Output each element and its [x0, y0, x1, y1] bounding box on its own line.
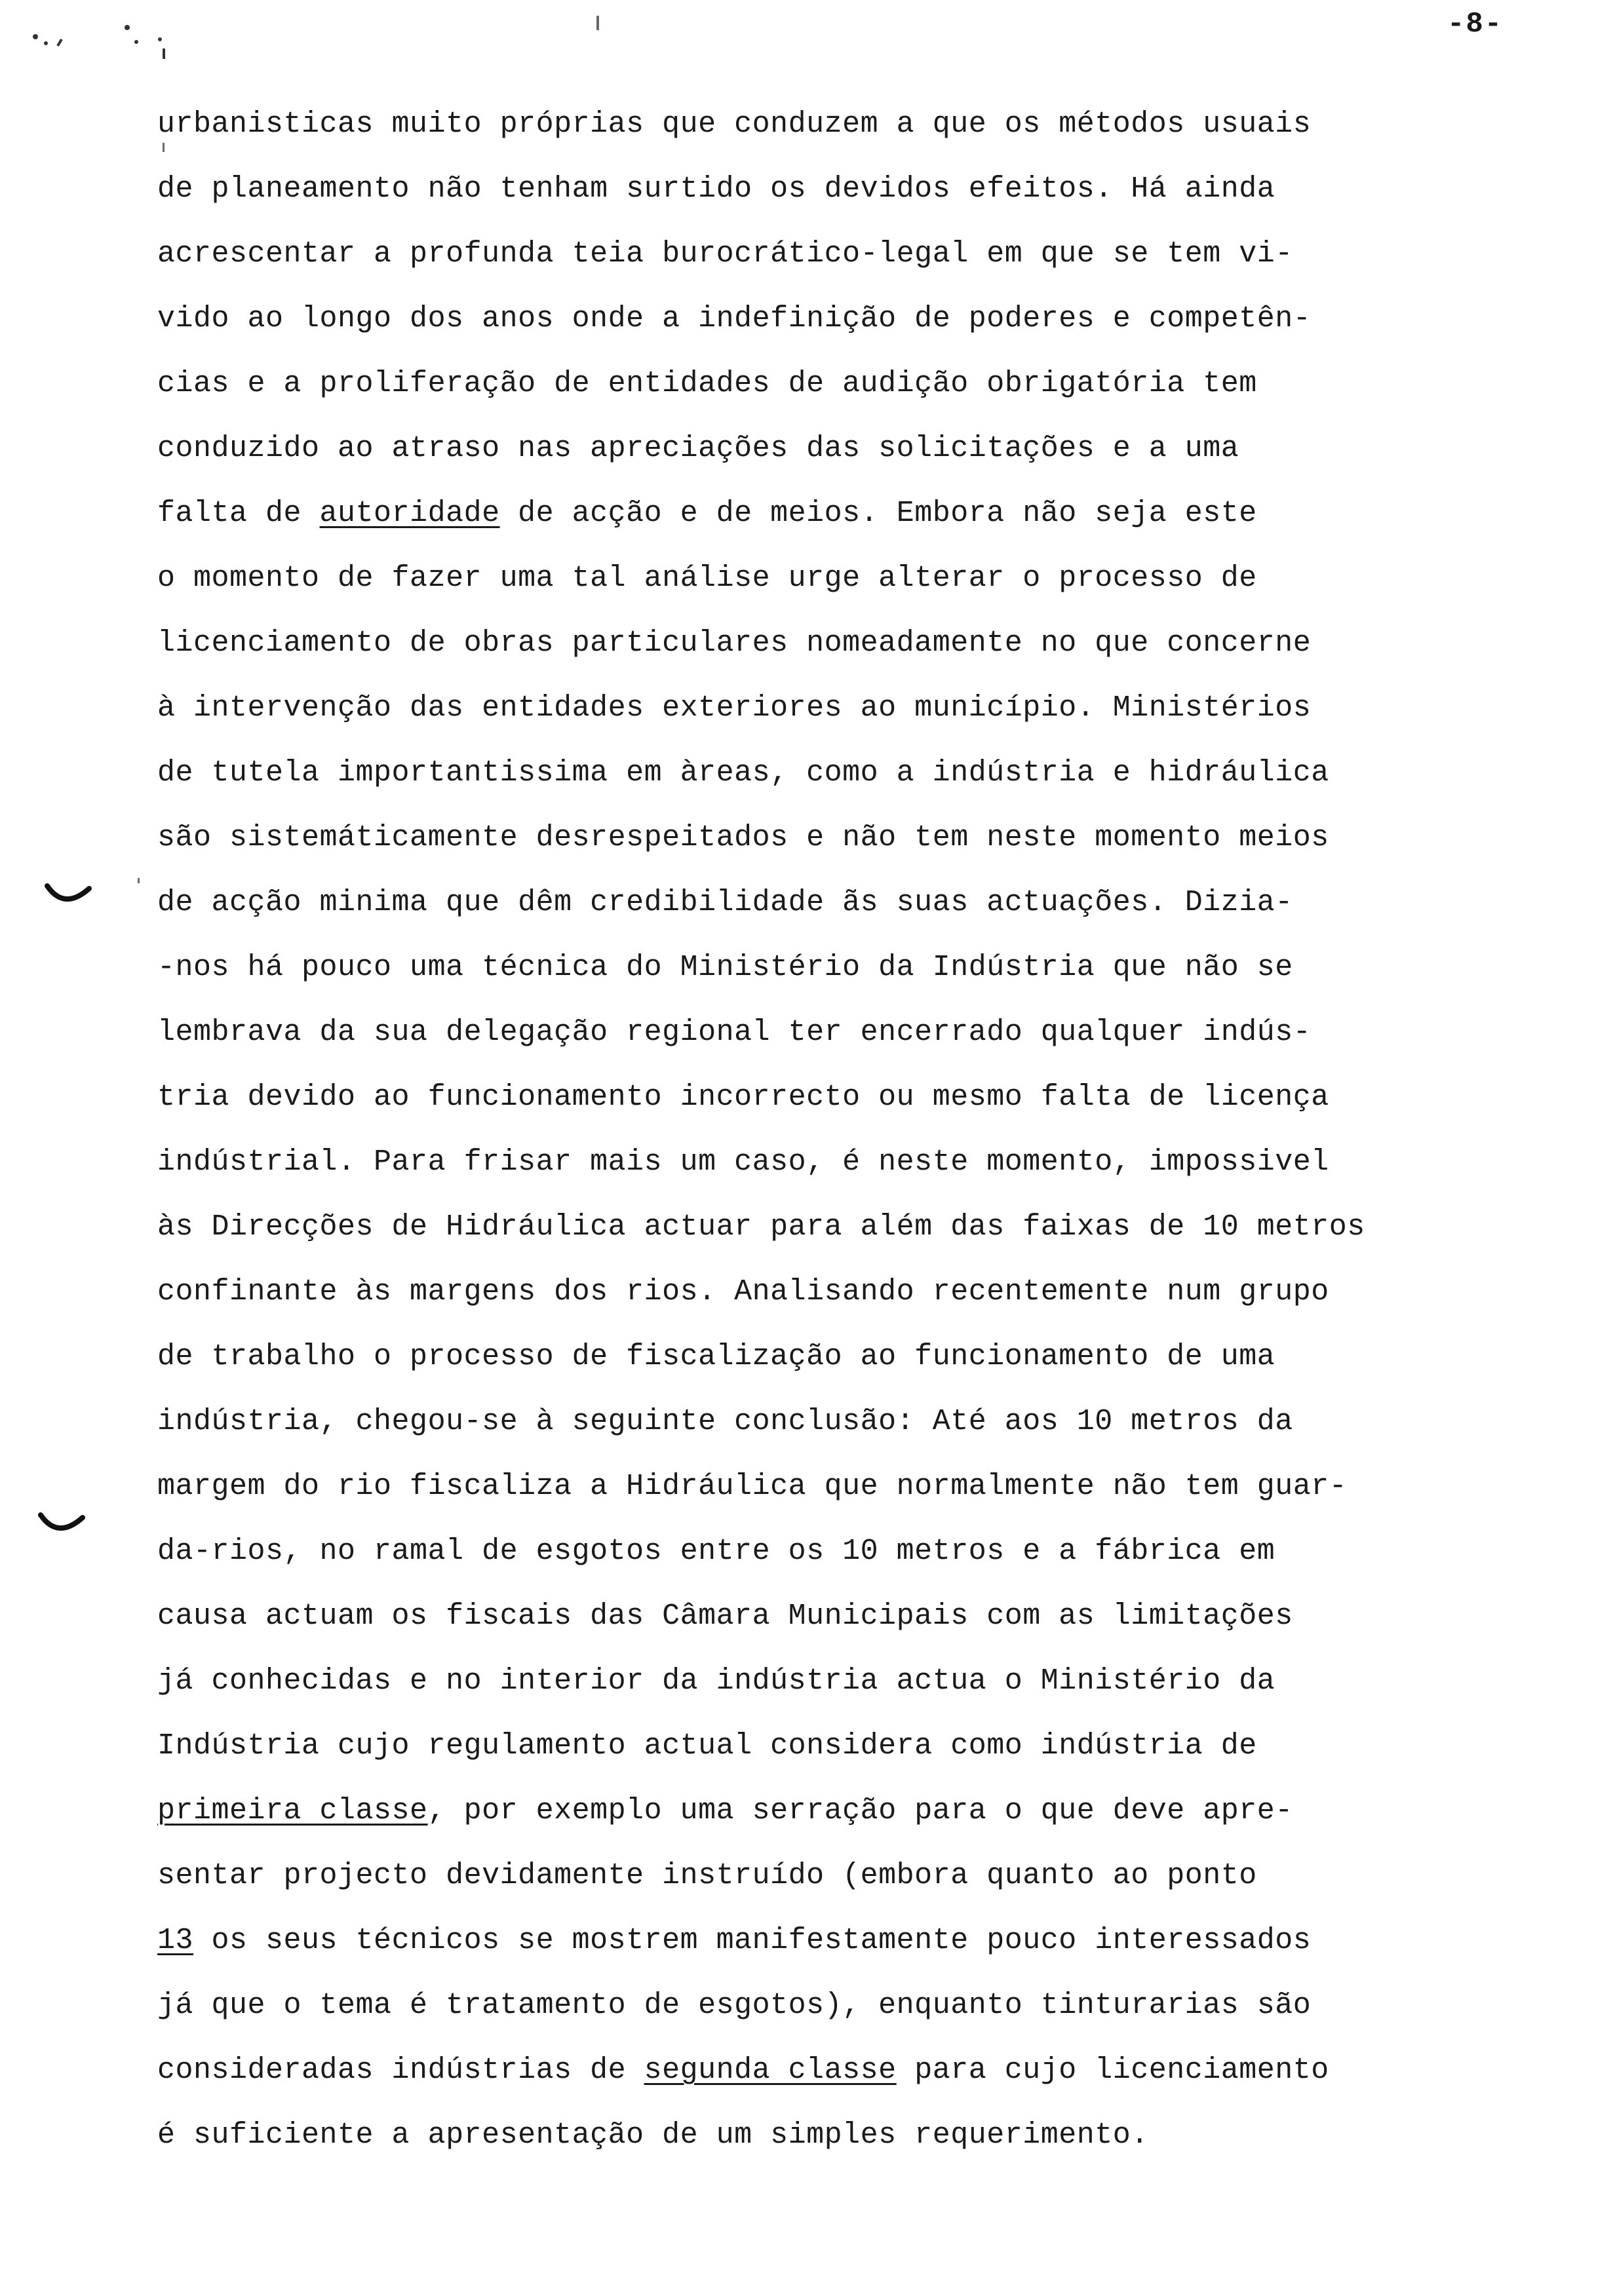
text-line: já que o tema é tratamento de esgotos), enquanto tinturarias são [157, 1989, 1312, 2022]
text-line: indústria, chegou-se à seguinte conclusão: Até aos 10 metros da [157, 1405, 1293, 1438]
text-line: é suficiente a apresentação de um simples requerimento. [157, 2118, 1149, 2152]
text-line: margem do rio fiscaliza a Hidráulica que normalmente não tem guar- [157, 1470, 1348, 1503]
text-line: -nos há pouco uma técnica do Ministério da Indústria que não se [157, 951, 1293, 984]
text-line: lembrava da sua delegação regional ter encerrado qualquer indús- [157, 1016, 1312, 1049]
underlined-term: primeira classe [157, 1794, 428, 1827]
text-line: tria devido ao funcionamento incorrecto ou mesmo falta de licença [157, 1081, 1329, 1114]
text-line: já conhecidas e no interior da indústria actua o Ministério da [157, 1664, 1275, 1698]
text-line: Indústria cujo regulamento actual considera como indústria de [157, 1729, 1257, 1763]
text-line: confinante às margens dos rios. Analisando recentemente num grupo [157, 1275, 1329, 1309]
text-line: urbanisticas muito próprias que conduzem a que os métodos usuais [157, 107, 1312, 141]
binder-hole-mark [38, 1511, 85, 1537]
stray-mark [138, 878, 140, 883]
text-line: sentar projecto devidamente instruído (embora quanto ao ponto [157, 1859, 1257, 1892]
text-line: de acção minima que dêm credibilidade ãs suas actuações. Dizia- [157, 886, 1293, 919]
underlined-term: segunda classe [644, 2054, 897, 2087]
text-line: de planeamento não tenham surtido os devidos efeitos. Há ainda [157, 172, 1275, 206]
text-line: causa actuam os fiscais das Câmara Municipais com as limitações [157, 1599, 1293, 1633]
text-line: são sistemáticamente desrespeitados e não tem neste momento meios [157, 821, 1329, 854]
underlined-term: autoridade [319, 497, 500, 530]
text-line: vido ao longo dos anos onde a indefinição de poderes e competên- [157, 302, 1312, 335]
text-line: de trabalho o processo de fiscalização ao funcionamento de uma [157, 1340, 1275, 1373]
text-line: primeira classe, por exemplo uma serração para o que deve apre- [157, 1794, 1293, 1827]
binder-hole-mark [45, 882, 92, 908]
text-line: conduzido ao atraso nas apreciações das solicitações e a uma [157, 432, 1239, 465]
text-line: à intervenção das entidades exteriores ao município. Ministérios [157, 691, 1312, 725]
page-number: -8- [1447, 8, 1504, 41]
underlined-term: 13 [157, 1924, 194, 1957]
text-line: falta de autoridade de acção e de meios. Embora não seja este [157, 497, 1257, 530]
scan-speck-marks [31, 20, 176, 66]
body-text [157, 92, 1547, 2168]
text-line: o momento de fazer uma tal análise urge alterar o processo de [157, 562, 1257, 595]
text-line: consideradas indústrias de segunda classe para cujo licenciamento [157, 2054, 1329, 2087]
text-line: de tutela importantissima em àreas, como a indústria e hidráulica [157, 756, 1329, 790]
text-line: indústrial. Para frisar mais um caso, é neste momento, impossivel [157, 1145, 1329, 1179]
stray-mark [596, 16, 599, 30]
text-line: cias e a proliferação de entidades de audição obrigatória tem [157, 367, 1257, 400]
text-line: 13 os seus técnicos se mostrem manifestamente pouco interessados [157, 1924, 1312, 1957]
text-line: licenciamento de obras particulares nomeadamente no que concerne [157, 626, 1312, 660]
text-line: às Direcções de Hidráulica actuar para além das faixas de 10 metros [157, 1210, 1365, 1244]
text-line: da-rios, no ramal de esgotos entre os 10 metros e a fábrica em [157, 1535, 1275, 1568]
text-line: acrescentar a profunda teia burocrático-legal em que se tem vi- [157, 237, 1293, 271]
